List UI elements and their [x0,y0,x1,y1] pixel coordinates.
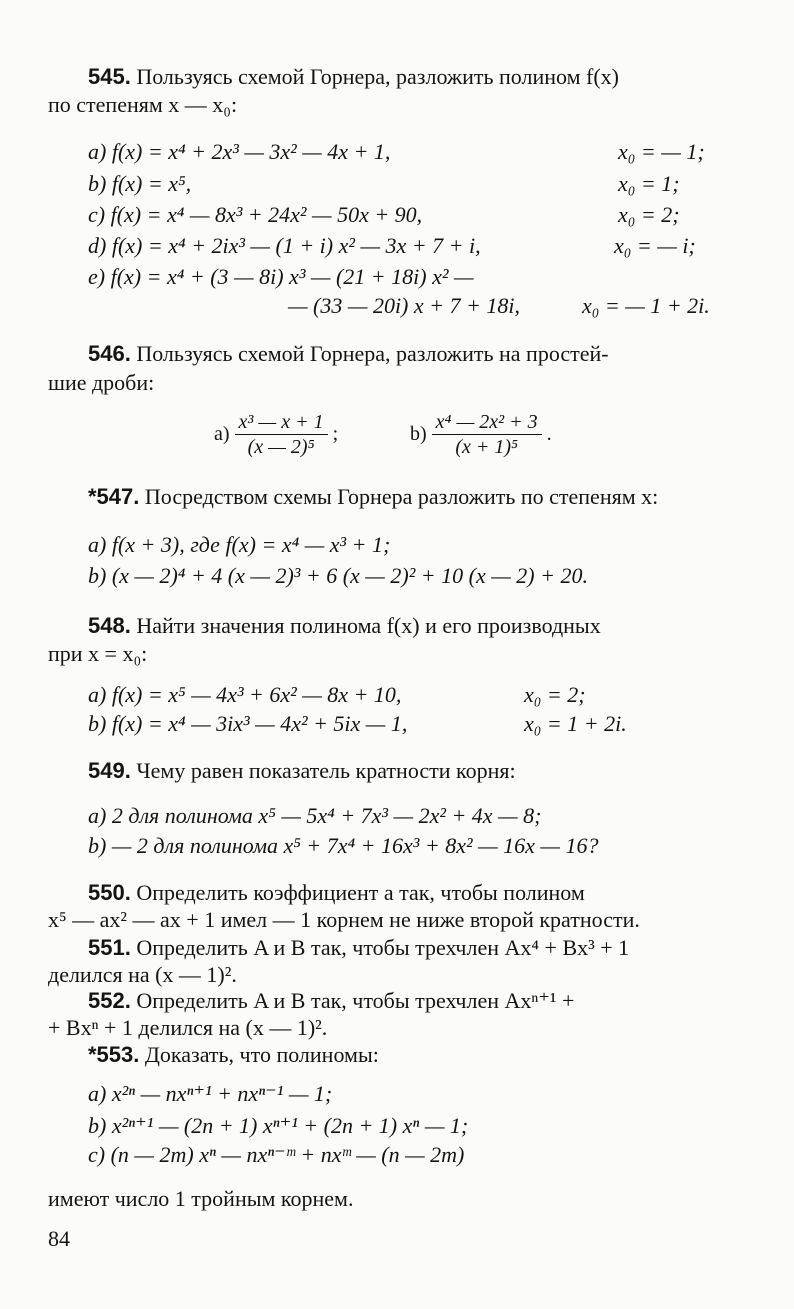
fraction-b [432,410,542,459]
problem-548-line-2: при x = x₀: [48,641,148,666]
problem-546-fraction-a [214,410,338,459]
problem-553-conclusion: имеют число 1 тройным корнем. [48,1186,354,1211]
problem-546-line-2: шие дроби: [48,370,155,395]
problem-546-b-end: . [546,423,552,445]
fraction-a [235,410,328,459]
problem-552-line-2: + Bxⁿ + 1 делился на (x — 1)². [48,1015,328,1040]
problem-545-item-b-x0: x₀ = 1; [618,171,680,196]
problem-number: 550. [88,880,131,905]
problem-548-item-a-x0: x₀ = 2; [524,682,586,707]
problem-545-item-a: a) f(x) = x⁴ + 2x³ — 3x² — 4x + 1, [88,139,391,164]
problem-553-item-a: a) x²ⁿ — nxⁿ⁺¹ + nxⁿ⁻¹ — 1; [88,1081,333,1106]
problem-number: 551. [88,935,131,960]
problem-545-item-b: b) f(x) = x⁵, [88,171,192,196]
problem-545-item-c: c) f(x) = x⁴ — 8x³ + 24x² — 50x + 90, [88,202,423,227]
problem-545-line-1: 545. Пользуясь схемой Горнера, разложить полином f(x) [88,64,620,89]
problem-545-item-d-x0: x₀ = — i; [614,233,696,258]
problem-551-line-1: 551. Определить A и B так, чтобы трехчлен Ax⁴ + Bx³ + 1 [88,935,630,960]
fraction-a-denominator: (x — 2)⁵ [247,436,315,458]
problem-number: 549. [88,758,131,783]
problem-549-item-b: b) — 2 для полинома x⁵ + 7x⁴ + 16x³ + 8x² — 16x — 16? [88,833,599,858]
problem-547-line-1: *547. Посредством схемы Горнера разложить по степеням x: [88,484,659,509]
page-number: 84 [48,1226,70,1251]
problem-number: 545. [88,64,131,89]
problem-547-item-a: a) f(x + 3), где f(x) = x⁴ — x³ + 1; [88,532,391,557]
problem-number: *547. [88,484,140,509]
problem-545-line-2: по степеням x — x₀: [48,92,238,117]
problem-551-line-2: делился на (x — 1)². [48,962,237,987]
problem-546-a-label: a) [214,423,230,445]
problem-548-item-b: b) f(x) = x⁴ — 3ix³ — 4x² + 5ix — 1, [88,711,408,736]
problem-549-line-1: 549. Чему равен показатель кратности корня: [88,758,516,783]
fraction-b-numerator: x⁴ — 2x² + 3 [432,410,542,435]
problem-550-line-2: x⁵ — ax² — ax + 1 имел — 1 корнем не ниже второй кратности. [48,907,640,932]
problem-number: 546. [88,341,131,366]
problem-number: *553. [88,1042,140,1067]
problem-546-line-1: 546. Пользуясь схемой Горнера, разложить на простей- [88,341,609,366]
problem-545-item-e-line-2: — (33 — 20i) x + 7 + 18i, [288,293,520,318]
problem-545-item-a-x0: x₀ = — 1; [618,139,705,164]
problem-553-line-1: *553. Доказать, что полиномы: [88,1042,379,1067]
problem-545-item-d: d) f(x) = x⁴ + 2ix³ — (1 + i) x² — 3x + 7 + i, [88,233,481,258]
fraction-a-numerator: x³ — x + 1 [235,410,328,435]
problem-547-item-b: b) (x — 2)⁴ + 4 (x — 2)³ + 6 (x — 2)² + 10 (x — 2) + 20. [88,563,588,588]
problem-548-item-a: a) f(x) = x⁵ — 4x³ + 6x² — 8x + 10, [88,682,402,707]
problem-553-item-b: b) x²ⁿ⁺¹ — (2n + 1) xⁿ⁺¹ + (2n + 1) xⁿ — 1; [88,1113,469,1138]
problem-546-a-separator: ; [332,423,339,445]
problem-546-fraction-b [410,410,552,459]
problem-545-item-c-x0: x₀ = 2; [618,202,680,227]
problem-number: 548. [88,613,131,638]
problem-546-b-label: b) [410,423,427,445]
problem-550-line-1: 550. Определить коэффициент a так, чтобы полином [88,880,585,905]
problem-549-item-a: a) 2 для полинома x⁵ — 5x⁴ + 7x³ — 2x² + 4x — 8; [88,803,542,828]
fraction-b-denominator: (x + 1)⁵ [455,436,518,458]
problem-548-item-b-x0: x₀ = 1 + 2i. [524,711,627,736]
problem-548-line-1: 548. Найти значения полинома f(x) и его производных [88,613,601,638]
problem-545-item-e-x0: x₀ = — 1 + 2i. [582,293,710,318]
problem-545-item-e-line-1: e) f(x) = x⁴ + (3 — 8i) x³ — (21 + 18i) x² — [88,264,474,289]
problem-553-item-c: c) (n — 2m) xⁿ — nxⁿ⁻ᵐ + nxᵐ — (n — 2m) [88,1142,465,1167]
problem-552-line-1: 552. Определить A и B так, чтобы трехчлен Axⁿ⁺¹ + [88,988,575,1013]
problem-number: 552. [88,988,131,1013]
